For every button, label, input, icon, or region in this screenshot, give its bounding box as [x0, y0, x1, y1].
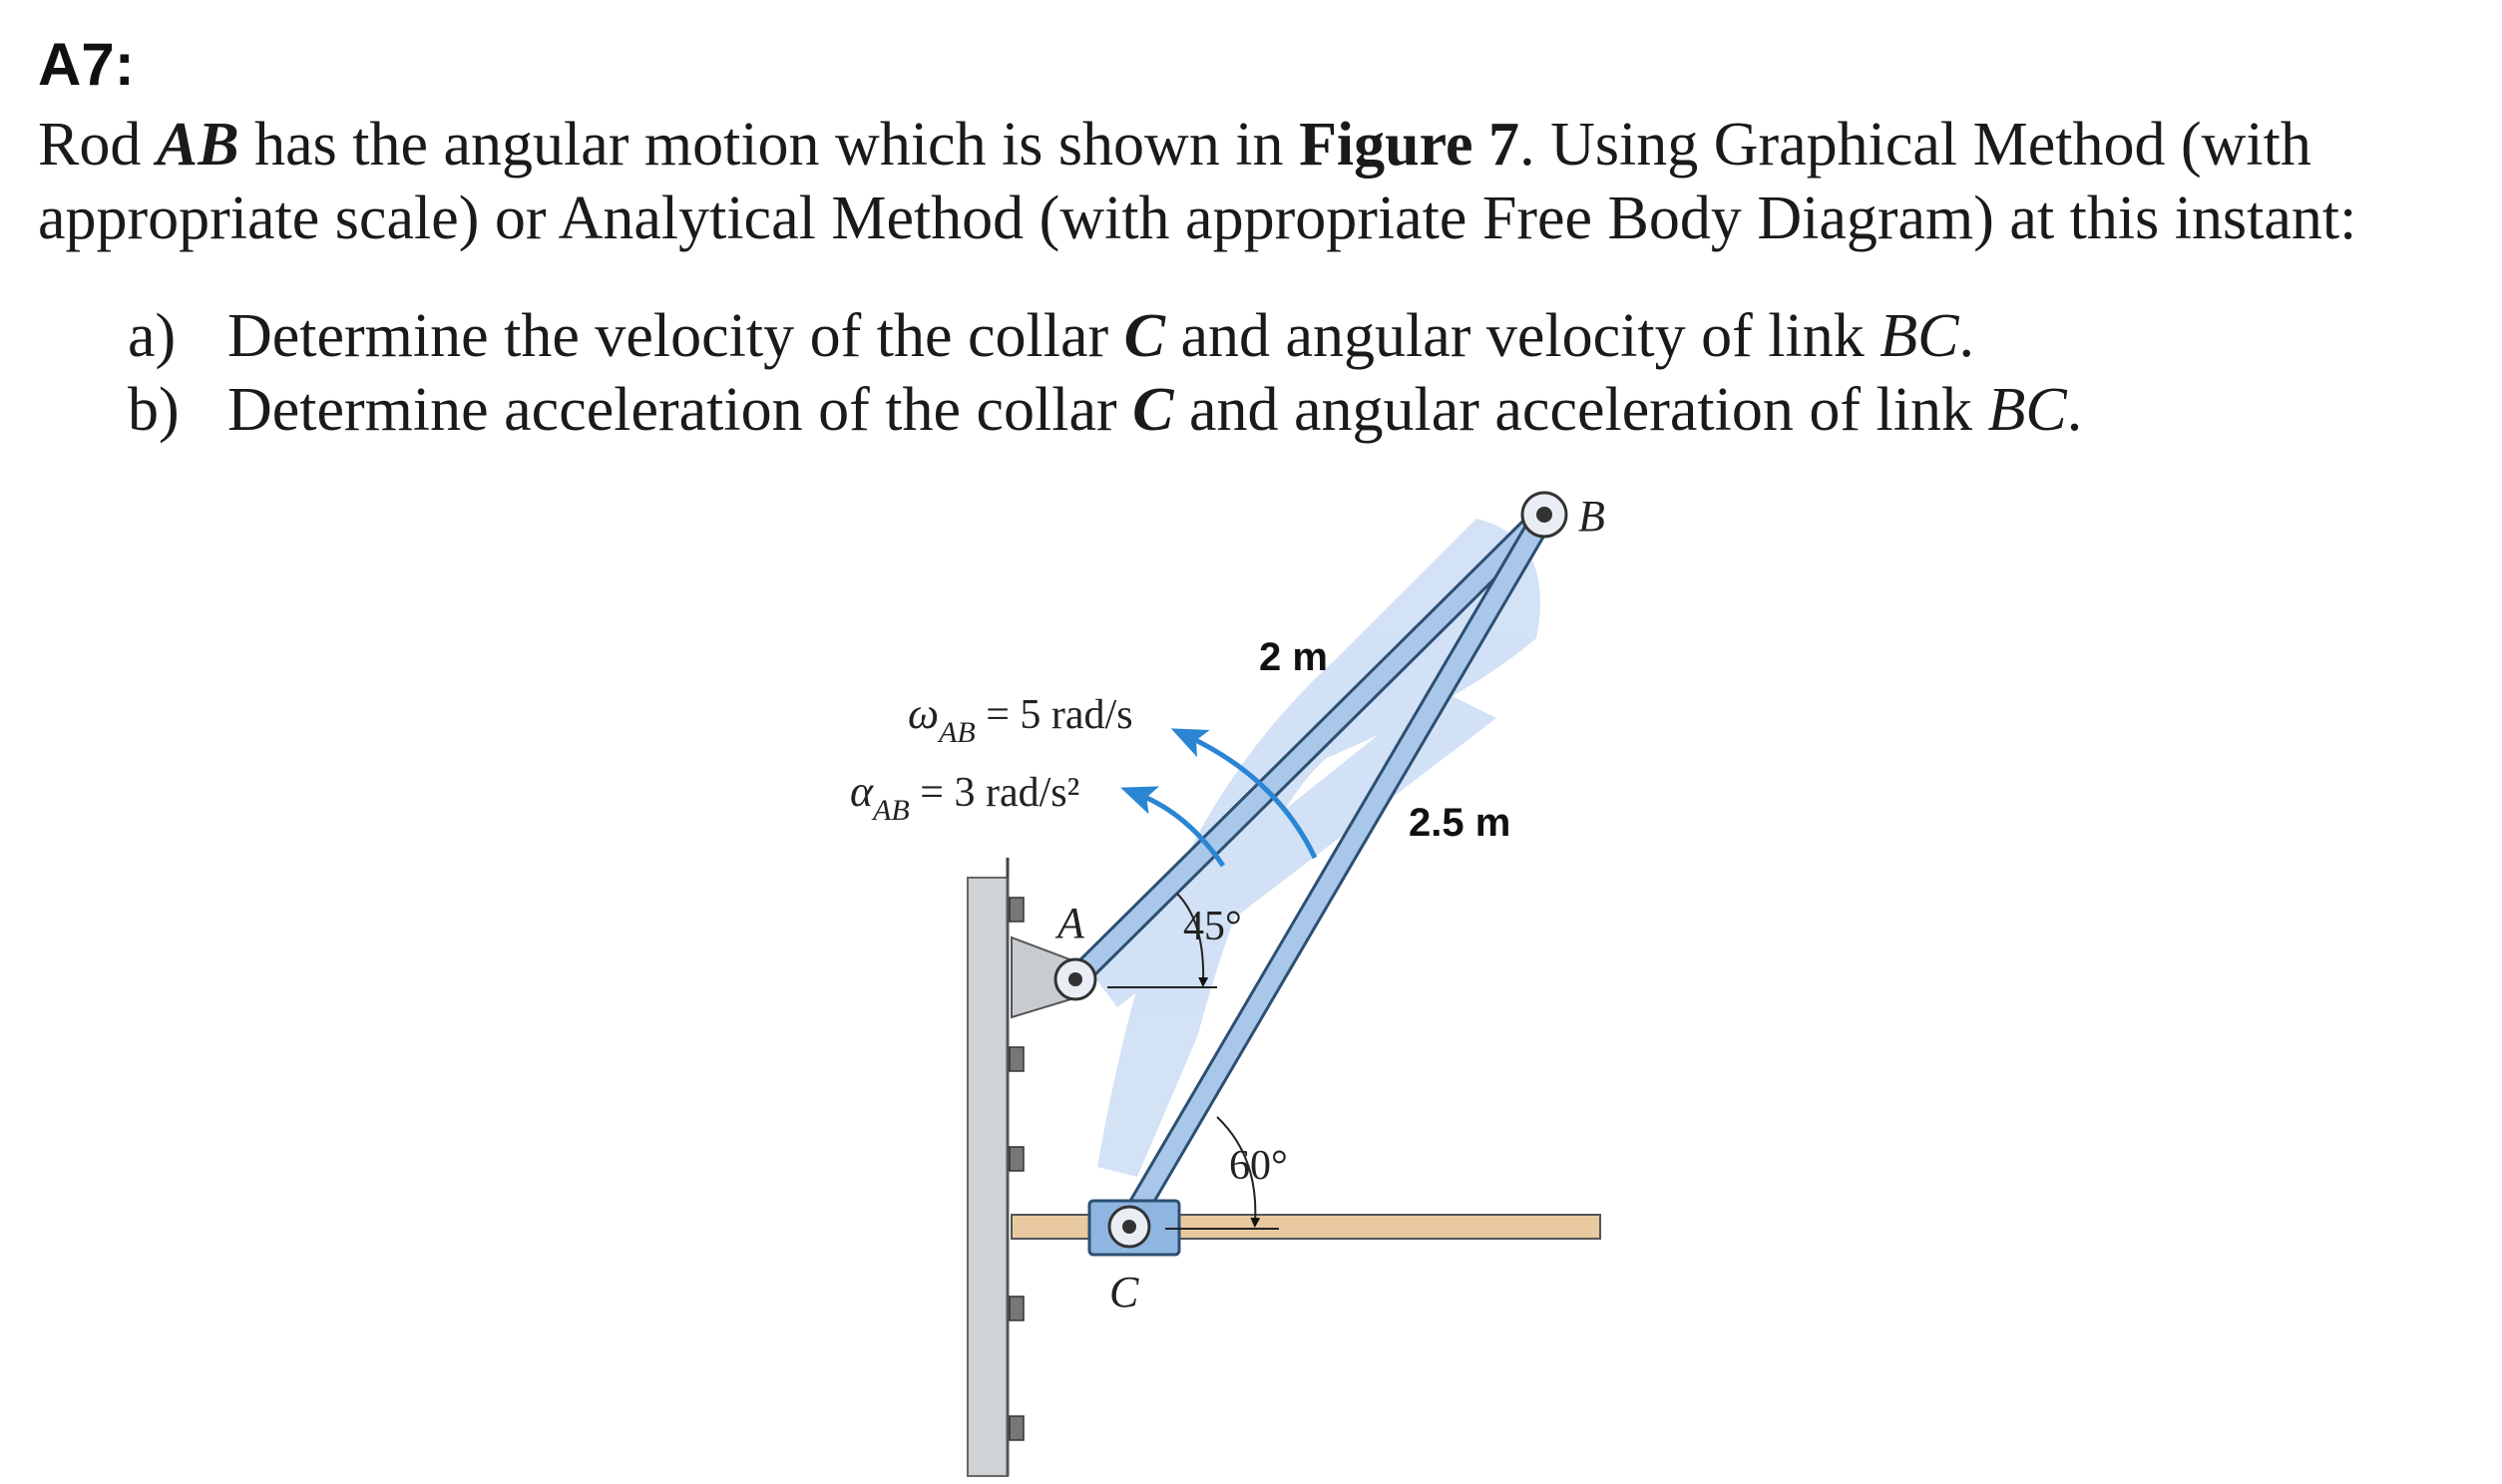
label-bc-length: 2.5 m [1409, 801, 1511, 845]
task-text: Determine the velocity of the collar [227, 302, 1124, 370]
link-bc-label: BC [1879, 302, 1959, 370]
task-text: and angular velocity of link [1165, 302, 1880, 370]
statement-text: has the angular motion which is shown in [238, 111, 1300, 179]
link-bc-label: BC [1987, 376, 2067, 444]
task-text: and angular acceleration of link [1173, 376, 1988, 444]
collar-c-label: C [1123, 302, 1165, 370]
task-text: Determine acceleration of the collar [227, 376, 1133, 444]
pin-c [1109, 1207, 1149, 1247]
task-text: . [1958, 302, 1974, 370]
collar-c-label: C [1132, 376, 1174, 444]
label-omega-ab [908, 689, 1133, 749]
label-ab-length: 2 m [1259, 635, 1328, 679]
statement-text: Rod [38, 111, 157, 179]
omega-subscript: AB [939, 716, 976, 749]
label-a: A [1057, 899, 1084, 947]
alpha-symbol: α [850, 767, 874, 816]
task-letter: b) [128, 376, 180, 444]
label-angle-60: 60° [1229, 1143, 1288, 1189]
task-letter: a) [128, 302, 177, 370]
label-b: B [1578, 492, 1605, 541]
rod-ab-label: AB [156, 111, 239, 179]
task-text: . [2066, 376, 2083, 444]
pin-b [1522, 493, 1566, 537]
figure-reference: Figure 7 [1299, 111, 1520, 179]
omega-symbol: ω [908, 689, 940, 738]
problem-heading: A7: [38, 31, 135, 98]
label-angle-45: 45° [1183, 904, 1242, 949]
omega-value: = 5 rad/s [975, 692, 1133, 738]
pin-a [1055, 959, 1095, 999]
statement-text: . Using Graphical Method (with [1519, 111, 2311, 179]
label-c: C [1109, 1268, 1139, 1316]
statement-line-2: appropriate scale) or Analytical Method (with appropriate Free Body Diagram) at this instant: [38, 185, 2357, 252]
alpha-subscript: AB [873, 794, 910, 827]
label-alpha-ab [850, 767, 1079, 827]
alpha-value: = 3 rad/s² [909, 770, 1080, 816]
